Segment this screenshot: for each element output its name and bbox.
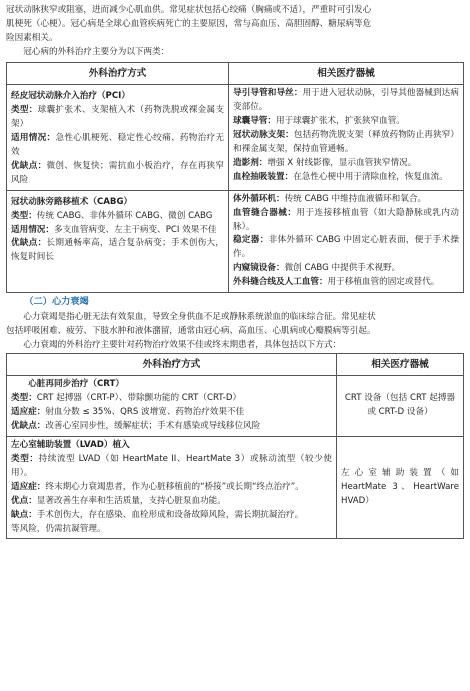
table-header-row [7, 62, 464, 85]
header-devices: 相关医疗器械 [229, 62, 464, 85]
device-stabilizer: 稳定器：非体外循环 CABG 中固定心脏表面，便于手术操作。 [233, 235, 459, 260]
table-header-row [7, 353, 464, 376]
cabg-devices-cell [229, 190, 464, 292]
crt-method-cell [7, 376, 337, 437]
pci-title: 经皮冠状动脉介入治疗（PCI） [11, 91, 130, 102]
lvad-extra: 等风险，仍需抗凝管理。 [11, 523, 106, 534]
hf-lead: 心力衰竭的外科治疗主要针对药物治疗效果不佳或终末期患者，具体包括以下方式： [23, 339, 342, 350]
device-sutures-grafts: 外科缝合线及人工血管：用于移植血管的固定或替代。 [233, 277, 440, 288]
lvad-cons: 缺点：手术创伤大，存在感染、血栓形成和设备故障风险，需长期抗凝治疗。 [11, 509, 304, 520]
lvad-method-cell [7, 437, 337, 539]
crt-device: CRT 设备（包括 CRT 起搏器或 CRT-D 设备） [344, 393, 456, 418]
header-surgery: 外科治疗方式 [7, 353, 337, 376]
hf-intro-line-1: 心力衰竭是指心脏无法有效泵血，导致全身供血不足或静脉系统淤血的临床综合征。常见症状 [23, 312, 376, 323]
table-row-cabg [7, 190, 464, 292]
cad-lead: 冠心病的外科治疗主要分为以下两类： [23, 46, 170, 57]
section-heading-heart-failure: （二）心力衰竭 [24, 296, 89, 308]
device-vascular-suture: 血管缝合器械：用于连接移植血管（如大隐静脉或乳内动脉）。 [233, 207, 459, 232]
cabg-indication: 适用情况：多支血管病变、左主干病变、PCI 效果不佳 [11, 224, 217, 235]
lvad-device-cell [337, 437, 464, 539]
lvad-type: 类型：持续流型 LVAD（如 HeartMate II、HeartMate 3）或脉动流型（较少使用）。 [11, 453, 332, 478]
lvad-pros: 优点：显著改善生存率和生活质量，支持心脏泵血功能。 [11, 495, 226, 506]
table-row-lvad [7, 437, 464, 539]
hf-surgery-table [6, 353, 464, 540]
intro-line-2: 肌梗死（心梗）。冠心病是全球心血管疾病死亡的主要原因，常与高血压、高胆固醇、糖尿病等危 [6, 18, 372, 29]
cabg-title: 冠状动脉旁路移植术（CABG） [11, 196, 133, 207]
pci-method-cell [7, 85, 229, 190]
lvad-title: 左心室辅助装置（LVAD）植入 [11, 440, 130, 451]
intro-line-3: 险因素相关。 [6, 32, 58, 43]
cabg-type: 类型：传统 CABG、非体外循环 CABG、微创 CABG [11, 210, 213, 221]
cabg-method-cell [7, 190, 229, 292]
pci-type: 类型：球囊扩张术、支架植入术（药物洗脱或裸金属支架） [11, 105, 224, 130]
pci-pros-cons: 优缺点：微创、恢复快；需抗血小板治疗，存在再狭窄风险 [11, 160, 224, 185]
device-thrombus-aspiration: 血栓抽吸装置：在急性心梗中用于清除血栓，恢复血流。 [233, 171, 448, 182]
device-guide-catheter: 导引导管和导丝：用于进入冠状动脉，引导其他器械到达病变部位。 [233, 88, 459, 113]
device-cpb-machine: 体外循环机：传统 CABG 中维持血液循环和氧合。 [233, 193, 427, 204]
crt-device-cell [337, 376, 464, 437]
lvad-device: 左心室辅助装置（如 HeartMate 3、HeartWare HVAD） [341, 467, 459, 506]
device-balloon-catheter: 球囊导管：用于球囊扩张术，扩张狭窄血管。 [233, 116, 405, 127]
device-contrast: 造影剂：增强 X 射线影像，显示血管狭窄情况。 [233, 157, 417, 168]
device-endoscope: 内窥镜设备：微创 CABG 中提供手术视野。 [233, 263, 401, 274]
lvad-indication: 适应症：终末期心力衰竭患者，作为心脏移植前的“桥接”或长期“终点治疗”。 [11, 481, 304, 492]
hf-intro-line-2: 包括呼吸困难、疲劳、下肢水肿和液体潴留，通常由冠心病、高血压、心肌病或心瓣膜病等引起。 [6, 325, 376, 336]
intro-line-1: 冠状动脉狭窄或阻塞，进而减少心肌血供。常见症状包括心绞痛（胸痛或不适），严重时可引发心 [6, 5, 372, 15]
crt-pros-cons: 优缺点：改善心室同步性，缓解症状；手术有感染或导线移位风险 [11, 421, 261, 432]
pci-devices-cell [229, 85, 464, 190]
cad-surgery-table [6, 62, 464, 293]
pci-indication: 适用情况：急性心肌梗死、稳定性心绞痛、药物治疗无效 [11, 132, 224, 157]
header-surgery: 外科治疗方式 [7, 62, 229, 85]
device-stent: 冠状动脉支架：包括药物洗脱支架（释放药物防止再狭窄）和裸金属支架，保持血管通畅。 [233, 129, 459, 154]
crt-title: 心脏再同步治疗（CRT） [28, 379, 124, 390]
crt-indication: 适应症：射血分数 ≤ 35%、QRS 波增宽、药物治疗效果不佳 [11, 407, 245, 418]
cabg-pros-cons: 优缺点：长期通畅率高，适合复杂病变；手术创伤大，恢复时间长 [11, 238, 224, 263]
crt-type: 类型：CRT 起搏器（CRT-P）、带除颤功能的 CRT（CRT-D） [11, 393, 242, 404]
table-row-pci [7, 85, 464, 190]
header-devices: 相关医疗器械 [337, 353, 464, 376]
table-row-crt [7, 376, 464, 437]
